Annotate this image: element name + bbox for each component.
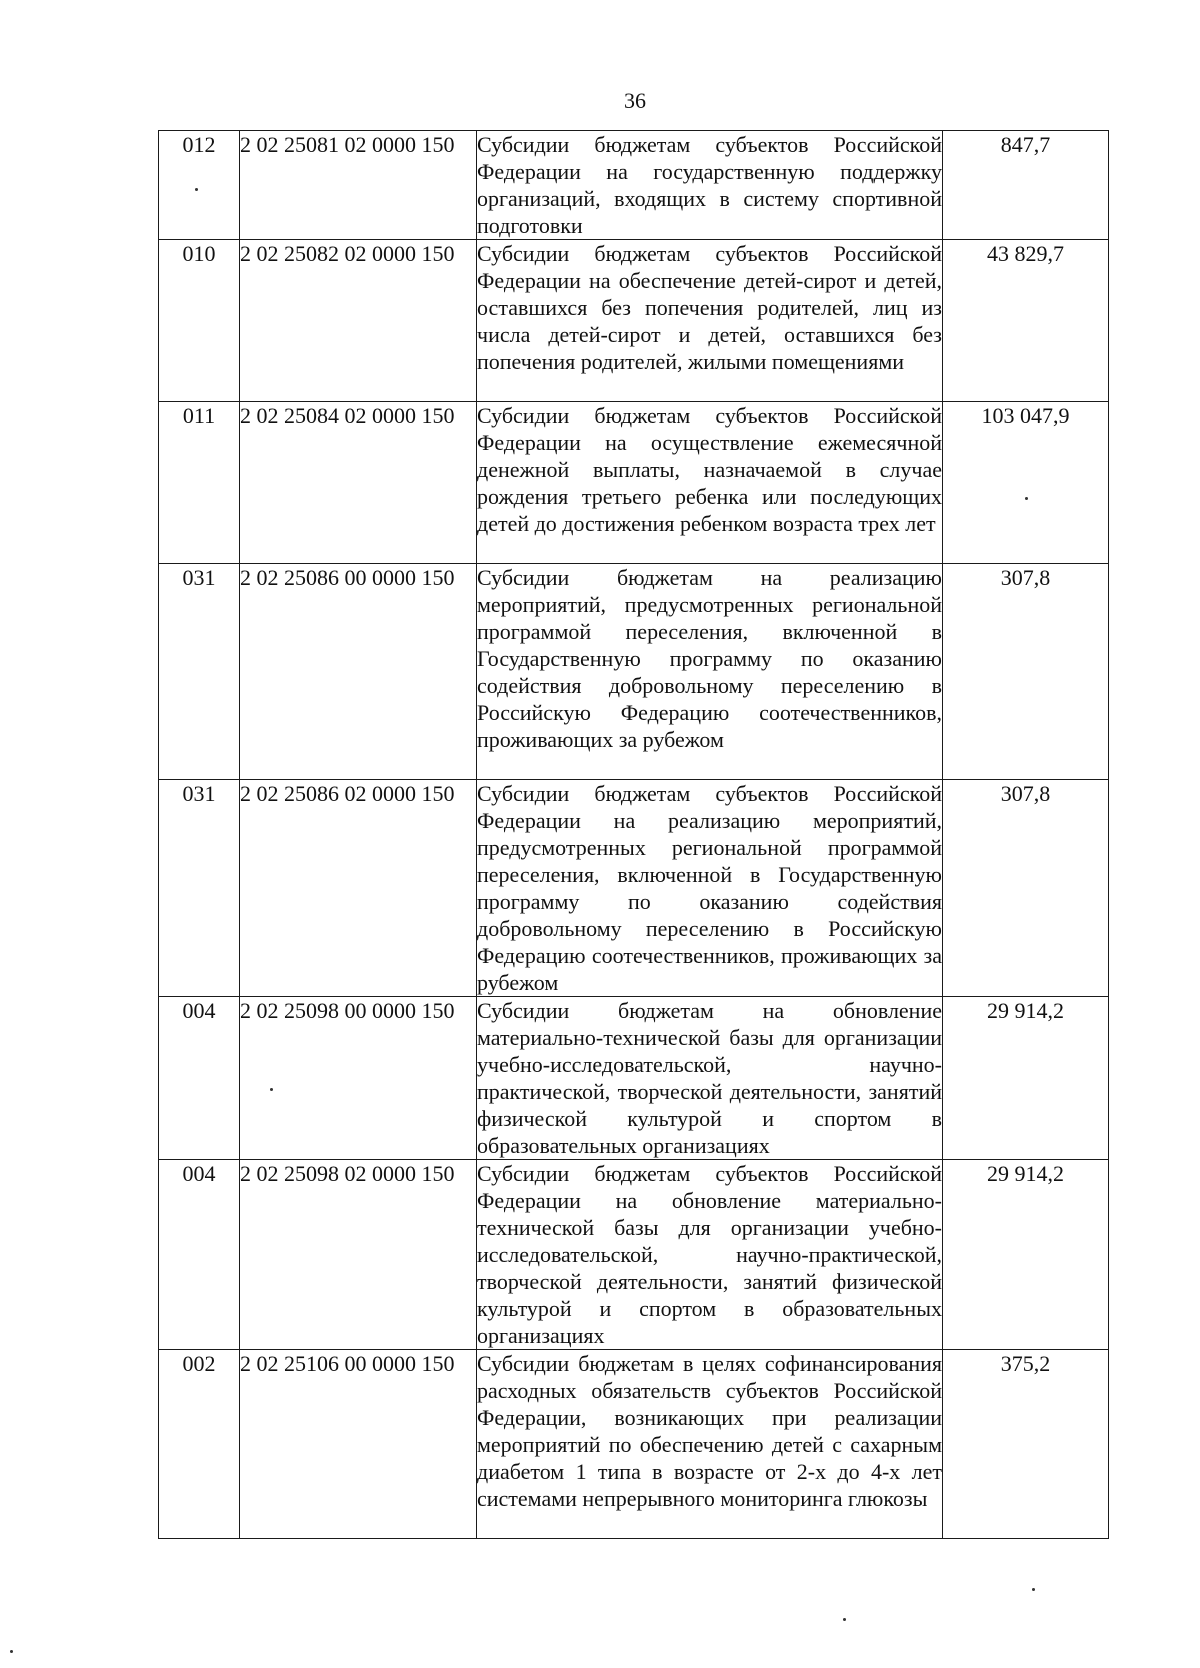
scan-speck bbox=[1032, 1588, 1035, 1591]
administrator-code: 012 bbox=[159, 131, 240, 240]
scan-speck bbox=[10, 1650, 13, 1653]
page-number: 36 bbox=[624, 88, 646, 113]
income-description: Субсидии бюджетам субъектов Российской Федерации на реализацию мероприятий, предусмотренных региональной программой переселения, включенной в Государственную программу по оказанию содействия добровольному переселению в Российскую Федерацию соотечественников, проживающих за рубежом bbox=[477, 781, 942, 995]
table-row bbox=[159, 131, 1109, 240]
budget-classification-code: 2 02 25081 02 0000 150 bbox=[240, 131, 477, 240]
income-description: Субсидии бюджетам субъектов Российской Федерации на государственную поддержку организаций, входящих в систему спортивной подготовки bbox=[477, 132, 942, 238]
income-description: Субсидии бюджетам на обновление материально-технической базы для организации учебно-исследовательской, научно-практической, творческой деятельности, занятий физической культурой и спортом в образовательных организациях bbox=[477, 998, 942, 1158]
amount: 103 047,9 bbox=[943, 402, 1109, 564]
amount: 43 829,7 bbox=[943, 240, 1109, 402]
administrator-code: 011 bbox=[159, 402, 240, 564]
table-row bbox=[159, 240, 1109, 402]
table-row bbox=[159, 997, 1109, 1160]
administrator-code: 031 bbox=[159, 564, 240, 780]
amount: 29 914,2 bbox=[943, 997, 1109, 1160]
budget-classification-code: 2 02 25082 02 0000 150 bbox=[240, 240, 477, 402]
table-row bbox=[159, 1160, 1109, 1350]
table-row bbox=[159, 780, 1109, 997]
income-description: Субсидии бюджетам субъектов Российской Федерации на обеспечение детей-сирот и детей, оставшихся без попечения родителей, лиц из числа детей-сирот и детей, оставшихся без попечения родителей, жилыми помещениями bbox=[477, 240, 943, 402]
administrator-code: 004 bbox=[159, 997, 240, 1160]
amount: 307,8 bbox=[943, 780, 1109, 997]
amount: 375,2 bbox=[943, 1350, 1109, 1539]
amount: 847,7 bbox=[943, 131, 1109, 240]
administrator-code: 010 bbox=[159, 240, 240, 402]
amount: 29 914,2 bbox=[943, 1160, 1109, 1350]
budget-classification-code: 2 02 25106 00 0000 150 bbox=[240, 1350, 477, 1539]
budget-classification-code: 2 02 25098 00 0000 150 bbox=[240, 997, 477, 1160]
administrator-code: 004 bbox=[159, 1160, 240, 1350]
budget-classification-code: 2 02 25086 02 0000 150 bbox=[240, 780, 477, 997]
income-description: Субсидии бюджетам в целях софинансирования расходных обязательств субъектов Российской Федерации, возникающих при реализации мероприятий по обеспечению детей с сахарным диабетом 1 типа в возрасте от 2-х до 4-х лет системами непрерывного мониторинга глюкозы bbox=[477, 1350, 943, 1539]
budget-classification-code: 2 02 25086 00 0000 150 bbox=[240, 564, 477, 780]
budget-table bbox=[158, 130, 1109, 1539]
administrator-code: 002 bbox=[159, 1350, 240, 1539]
scan-speck bbox=[843, 1618, 846, 1621]
income-description: Субсидии бюджетам субъектов Российской Федерации на обновление материально-технической базы для организации учебно-исследовательской, научно-практической, творческой деятельности, занятий физической культурой и спортом в образовательных организациях bbox=[477, 1161, 942, 1348]
table-row bbox=[159, 564, 1109, 780]
income-description: Субсидии бюджетам субъектов Российской Федерации на осуществление ежемесячной денежной выплаты, назначаемой в случае рождения третьего ребенка или последующих детей до достижения ребенком возраста трех лет bbox=[477, 402, 943, 564]
scan-speck bbox=[195, 188, 198, 191]
table-row bbox=[159, 1350, 1109, 1539]
amount: 307,8 bbox=[943, 564, 1109, 780]
table-row bbox=[159, 402, 1109, 564]
budget-classification-code: 2 02 25098 02 0000 150 bbox=[240, 1160, 477, 1350]
budget-classification-code: 2 02 25084 02 0000 150 bbox=[240, 402, 477, 564]
scan-speck bbox=[1025, 497, 1028, 500]
income-description: Субсидии бюджетам на реализацию мероприятий, предусмотренных региональной программой переселения, включенной в Государственную программу по оказанию содействия добровольному переселению в Российскую Федерацию соотечественников, проживающих за рубежом bbox=[477, 564, 943, 780]
scan-speck bbox=[270, 1088, 273, 1091]
administrator-code: 031 bbox=[159, 780, 240, 997]
